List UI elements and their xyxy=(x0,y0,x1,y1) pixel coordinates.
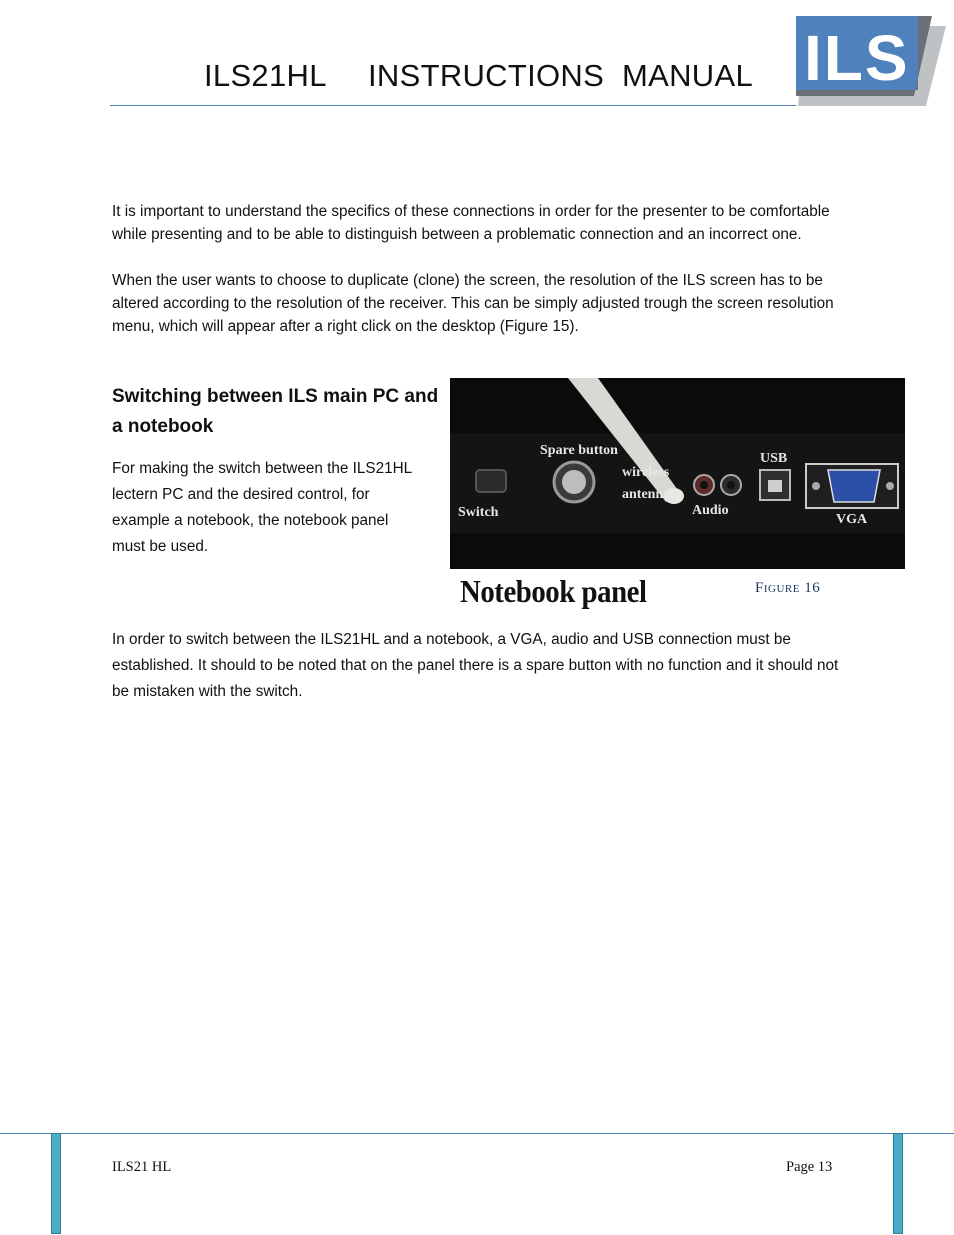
intro-paragraph-2: When the user wants to choose to duplicate (clone) the screen, the resolution of the ILS screen has to be altered according to the resolution of the receiver. This can be simply adjusted trough the screen resolution menu, which will appear after a right click on the desktop (Figure 15). xyxy=(112,272,834,335)
notebook-panel-photo xyxy=(450,378,905,569)
notebook-panel-caption: Notebook panel xyxy=(460,573,647,609)
footer-left-bar xyxy=(51,1133,61,1234)
footer-doc-name: ILS21 HL xyxy=(112,1159,172,1175)
photo-label-spare-button: Spare button xyxy=(540,443,618,458)
ils-logo xyxy=(796,14,948,110)
figure-label: Figure 16 xyxy=(755,580,821,596)
footer-rule xyxy=(0,1133,954,1134)
section-side-paragraph: For making the switch between the ILS21HL lectern PC and the desired control, for example a notebook, the notebook panel must be used. xyxy=(112,460,412,555)
switch-shape xyxy=(476,470,506,492)
header-title-word: ILS21HL xyxy=(204,58,327,93)
section-body-paragraph: In order to switch between the ILS21HL and a notebook, a VGA, audio and USB connection must be established. It should to be noted that on the panel there is a spare button with no function and it should not be mistaken with the switch. xyxy=(112,631,839,700)
photo-label-antenna: antenna xyxy=(622,487,671,502)
intro-paragraph-1: It is important to understand the specifics of these connections in order for the presenter to be comfortable while presenting and to be able to distinguish between a problematic connection and an incorrect one. xyxy=(112,203,830,243)
photo-label-audio: Audio xyxy=(692,503,729,518)
photo-label-wireless: wireless xyxy=(622,465,670,480)
photo-label-vga: VGA xyxy=(836,512,868,527)
svg-text:ILS: ILS xyxy=(804,22,910,94)
header-rule xyxy=(110,105,796,106)
photo-label-switch: Switch xyxy=(458,505,499,520)
footer-page-number: Page 13 xyxy=(786,1159,833,1175)
header-title-word: MANUAL xyxy=(622,58,753,93)
photo-label-usb: USB xyxy=(760,451,788,466)
section-heading: Switching between ILS main PC and a notebook xyxy=(112,386,439,437)
footer-right-bar xyxy=(893,1133,903,1234)
header-title-word: INSTRUCTIONS xyxy=(368,58,605,93)
